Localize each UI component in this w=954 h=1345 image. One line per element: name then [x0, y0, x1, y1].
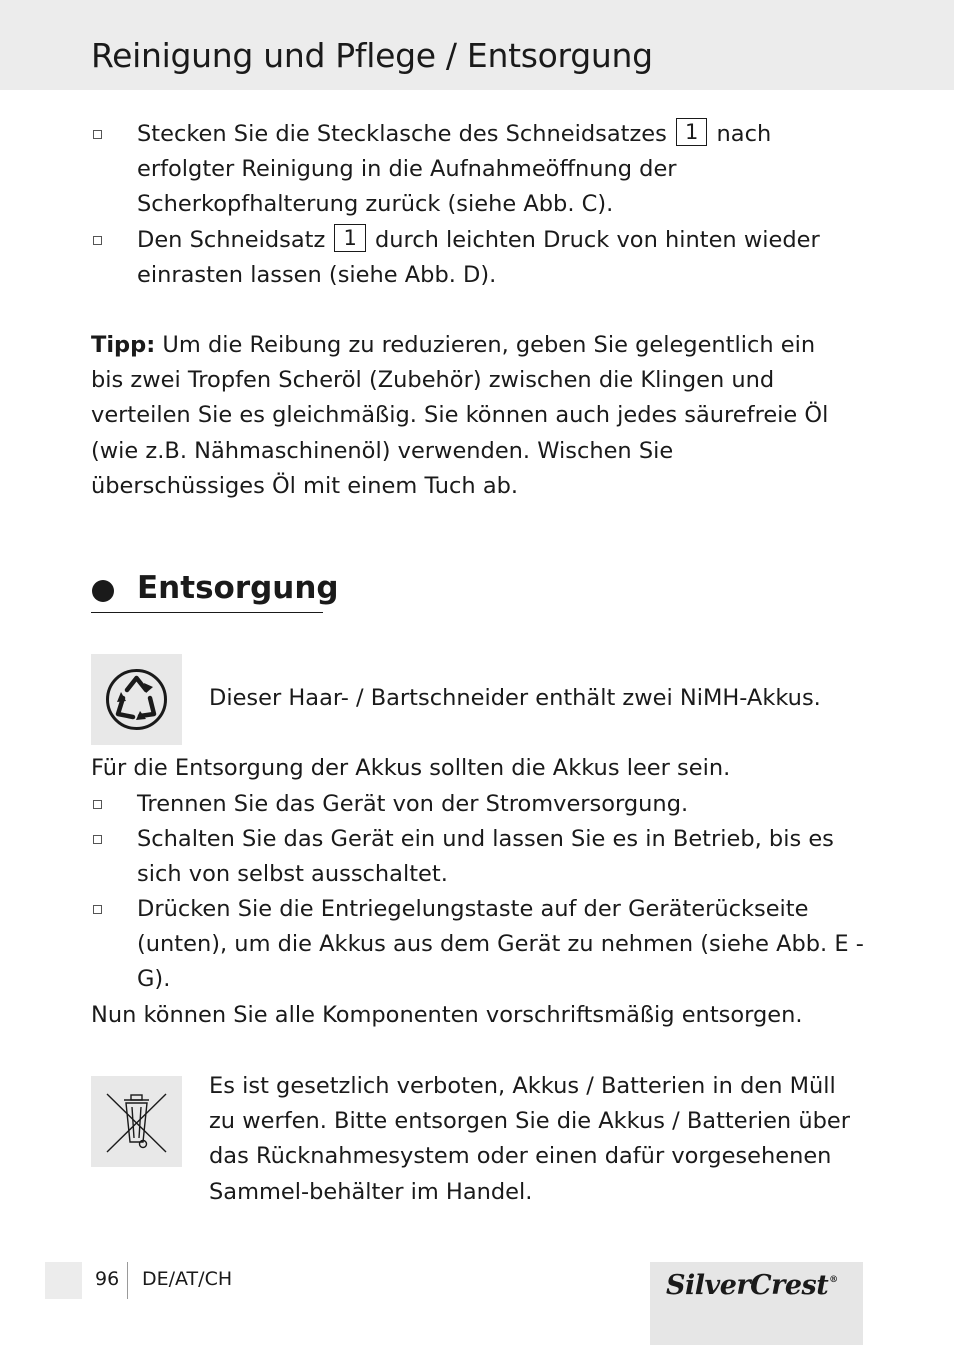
checkbox-bullet-icon: [93, 130, 102, 139]
checkbox-bullet-icon: [93, 800, 102, 809]
section-heading-text: Entsorgung: [137, 570, 339, 606]
country-code: DE/AT/CH: [142, 1268, 233, 1290]
bullet-dot-icon: [92, 580, 114, 602]
part-reference: 1: [676, 118, 707, 146]
part-reference: 1: [334, 224, 365, 252]
recycling-icon: [91, 654, 182, 745]
page-title: Reinigung und Pflege / Entsorgung: [91, 36, 653, 75]
tip-label: Tipp:: [91, 332, 156, 358]
tip-paragraph: [91, 328, 851, 504]
brand-box: [650, 1262, 863, 1345]
footer-divider: [127, 1262, 128, 1299]
list-item: [91, 223, 866, 293]
list-item-text: Den Schneidsatz 1 durch leichten Druck von hinten wieder einrasten lassen (siehe Abb. D).: [137, 226, 820, 289]
list-item: [91, 892, 866, 998]
checkbox-bullet-icon: [93, 835, 102, 844]
list-item: [91, 787, 866, 822]
list-item-text: Trennen Sie das Gerät von der Stromversorgung.: [137, 791, 689, 817]
disposal-conclusion: Nun können Sie alle Komponenten vorschriftsmäßig entsorgen.: [91, 1002, 803, 1028]
checkbox-bullet-icon: [93, 905, 102, 914]
list-item-text: Drücken Sie die Entriegelungstaste auf der Geräterückseite (unten), um die Akkus aus dem Gerät zu nehmen (siehe Abb. E - G).: [137, 896, 864, 993]
tip-text: Um die Reibung zu reduzieren, geben Sie gelegentlich ein bis zwei Tropfen Scheröl (Zubehör) zwischen die Klingen und verteilen Sie es gleichmäßig. Sie können auch jedes säurefreie Öl (wie z.B. Nähmaschinenöl) verwenden. Wischen Sie überschüssiges Öl mit einem Tuch ab.: [91, 332, 829, 499]
list-item: [91, 822, 866, 892]
crossed-out-bin-icon: [91, 1076, 182, 1167]
recycling-note: Dieser Haar- / Bartschneider enthält zwei NiMH-Akkus.: [209, 685, 821, 711]
disposal-intro: Für die Entsorgung der Akkus sollten die Akkus leer sein.: [91, 755, 731, 781]
list-item: [91, 117, 866, 223]
list-item-text: Stecken Sie die Stecklasche des Schneidsatzes 1 nach erfolgter Reinigung in die Aufnahmeöffnung der Scherkopfhalterung zurück (siehe Abb. C).: [137, 120, 772, 218]
list-item-text: Schalten Sie das Gerät ein und lassen Sie es in Betrieb, bis es sich von selbst ausschaltet.: [137, 826, 834, 888]
section-heading: [91, 568, 339, 613]
page-number: 96: [95, 1268, 120, 1290]
checkbox-bullet-icon: [93, 236, 102, 245]
brand-logo: SilverCrest®: [666, 1270, 838, 1301]
footer-marker: [45, 1262, 82, 1299]
battery-disposal-note: Es ist gesetzlich verboten, Akkus / Batterien in den Müll zu werfen. Bitte entsorgen Sie die Akkus / Batterien über das Rücknahmesystem oder einen dafür vorgesehenen Sammel-behälter im Handel.: [209, 1073, 850, 1205]
